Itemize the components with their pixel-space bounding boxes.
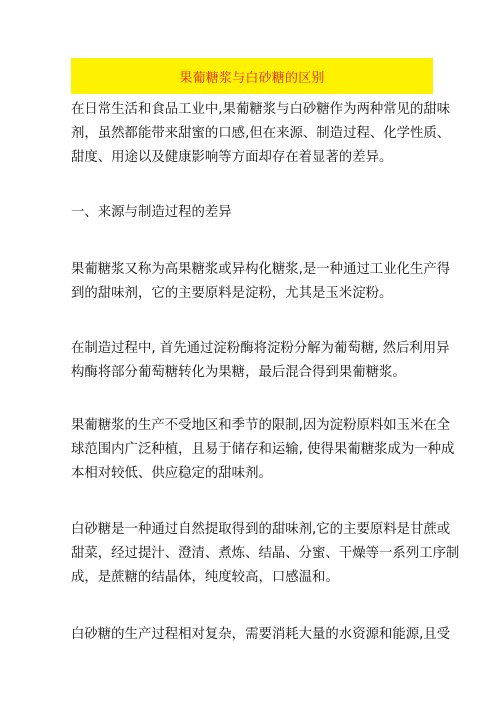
text-line: 甜度、用途以及健康影响等方面却存在着显著的差异。 [71,150,393,165]
paragraph-1 [71,258,451,306]
title-banner [71,58,433,94]
text-line: 白砂糖是一种通过自然提取得到的甜味剂,它的主要原料是甘蔗或 [71,522,451,537]
text-line: 构酶将部分葡萄糖转化为果糖，最后混合得到果葡糖浆。 [71,365,406,380]
document-title: 果葡糖浆与白砂糖的区别 [179,70,325,86]
text-line: 甜菜，经过提汁、澄清、煮炼、结晶、分蜜、干燥等一系列工序制 [71,546,460,561]
paragraph-3 [71,414,455,486]
text-line: 白砂糖的生产过程相对复杂，需要消耗大量的水资源和能源,且受 [71,627,451,642]
paragraph-2 [71,337,450,385]
paragraph-4 [71,518,460,590]
text-line: 剂，虽然都能带来甜蜜的口感,但在来源、制造过程、化学性质、 [71,126,451,141]
intro-paragraph [71,98,451,170]
text-line: 本相对较低、供应稳定的甜味剂。 [71,466,272,481]
text-line: 果葡糖浆的生产不受地区和季节的限制,因为淀粉原料如玉米在全 [71,418,451,433]
text-line: 成，是蔗糖的结晶体，纯度较高，口感温和。 [71,570,339,585]
text-line: 在日常生活和食品工业中,果葡糖浆与白砂糖作为两种常见的甜味 [71,102,451,117]
paragraph-5 [71,623,451,647]
text-line: 一、来源与制造过程的差异 [71,205,232,220]
section-heading [71,201,437,225]
text-line: 到的甜味剂，它的主要原料是淀粉，尤其是玉米淀粉。 [71,286,393,301]
text-line: 球范围内广泛种植，且易于储存和运输, 使得果葡糖浆成为一种成 [71,442,455,457]
text-line: 果葡糖浆又称为高果糖浆或异构化糖浆,是一种通过工业化生产得 [71,262,451,277]
text-line: 在制造过程中, 首先通过淀粉酶将淀粉分解为葡萄糖, 然后利用异 [71,341,450,356]
